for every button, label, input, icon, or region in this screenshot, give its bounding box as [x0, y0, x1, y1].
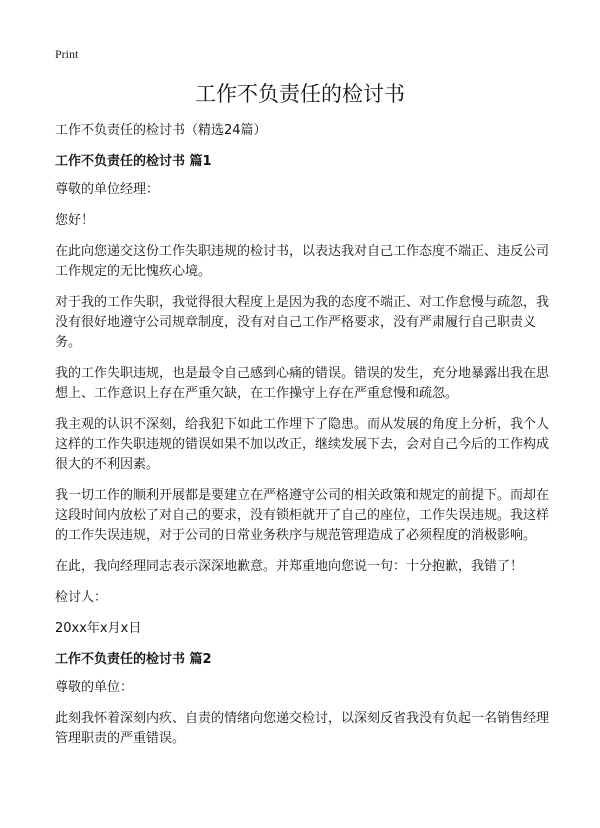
signature-label: 检讨人：: [55, 590, 108, 605]
document-body: [55, 121, 560, 760]
salutation: 尊敬的单位：: [55, 680, 134, 695]
paragraph: 在此，我向经理同志表示深深地歉意。并郑重地向您说一句：十分抱歉，我错了！: [55, 559, 524, 574]
salutation: 尊敬的单位经理：: [55, 182, 160, 197]
section-heading-1: 工作不负责任的检讨书 篇1: [55, 154, 212, 169]
print-link[interactable]: Print: [55, 47, 79, 61]
paragraph: 在此向您递交这份工作失职违规的检讨书，以表达我对自己工作态度不端正、违反公司工作规定的无比愧疚心境。: [55, 244, 550, 279]
paragraph: 我一切工作的顺利开展都是要建立在严格遵守公司的相关政策和规定的前提下。而却在这段时间内放松了对自己的要求，没有锁柜就开了自己的座位，工作失误违规。我这样的工作失误违规，对于公司的日常业务秩序与规范管理造成了必须程度的消极影响。: [55, 488, 550, 543]
paragraph: 我主观的认识不深刻，给我犯下如此工作埋下了隐患。而从发展的角度上分析，我个人这样的工作失职违规的错误如果不加以改正，继续发展下去，会对自己今后的工作构成很大的不利因素。: [55, 417, 550, 472]
paragraph: 我的工作失职违规，也是最令自己感到心痛的错误。错误的发生，充分地暴露出我在思想上、工作意识上存在严重欠缺，在工作操守上存在严重怠慢和疏忽。: [55, 366, 550, 401]
paragraph: 对于我的工作失职，我觉得很大程度上是因为我的态度不端正、对工作怠慢与疏忽，我没有很好地遵守公司规章制度，没有对自己工作严格要求，没有严肃履行自己职责义务。: [55, 295, 550, 350]
date-line: 20xx年x月x日: [55, 621, 142, 636]
paragraph: 此刻我怀着深刻内疚、自责的情绪向您递交检讨，以深刻反省我没有负起一名销售经理管理职责的严重错误。: [55, 711, 550, 746]
greeting: 您好！: [55, 213, 95, 228]
page-title: 工作不负责任的检讨书: [195, 82, 405, 106]
document-subtitle: 工作不负责任的检讨书（精选24篇）: [55, 123, 267, 138]
section-heading-2: 工作不负责任的检讨书 篇2: [55, 652, 212, 667]
